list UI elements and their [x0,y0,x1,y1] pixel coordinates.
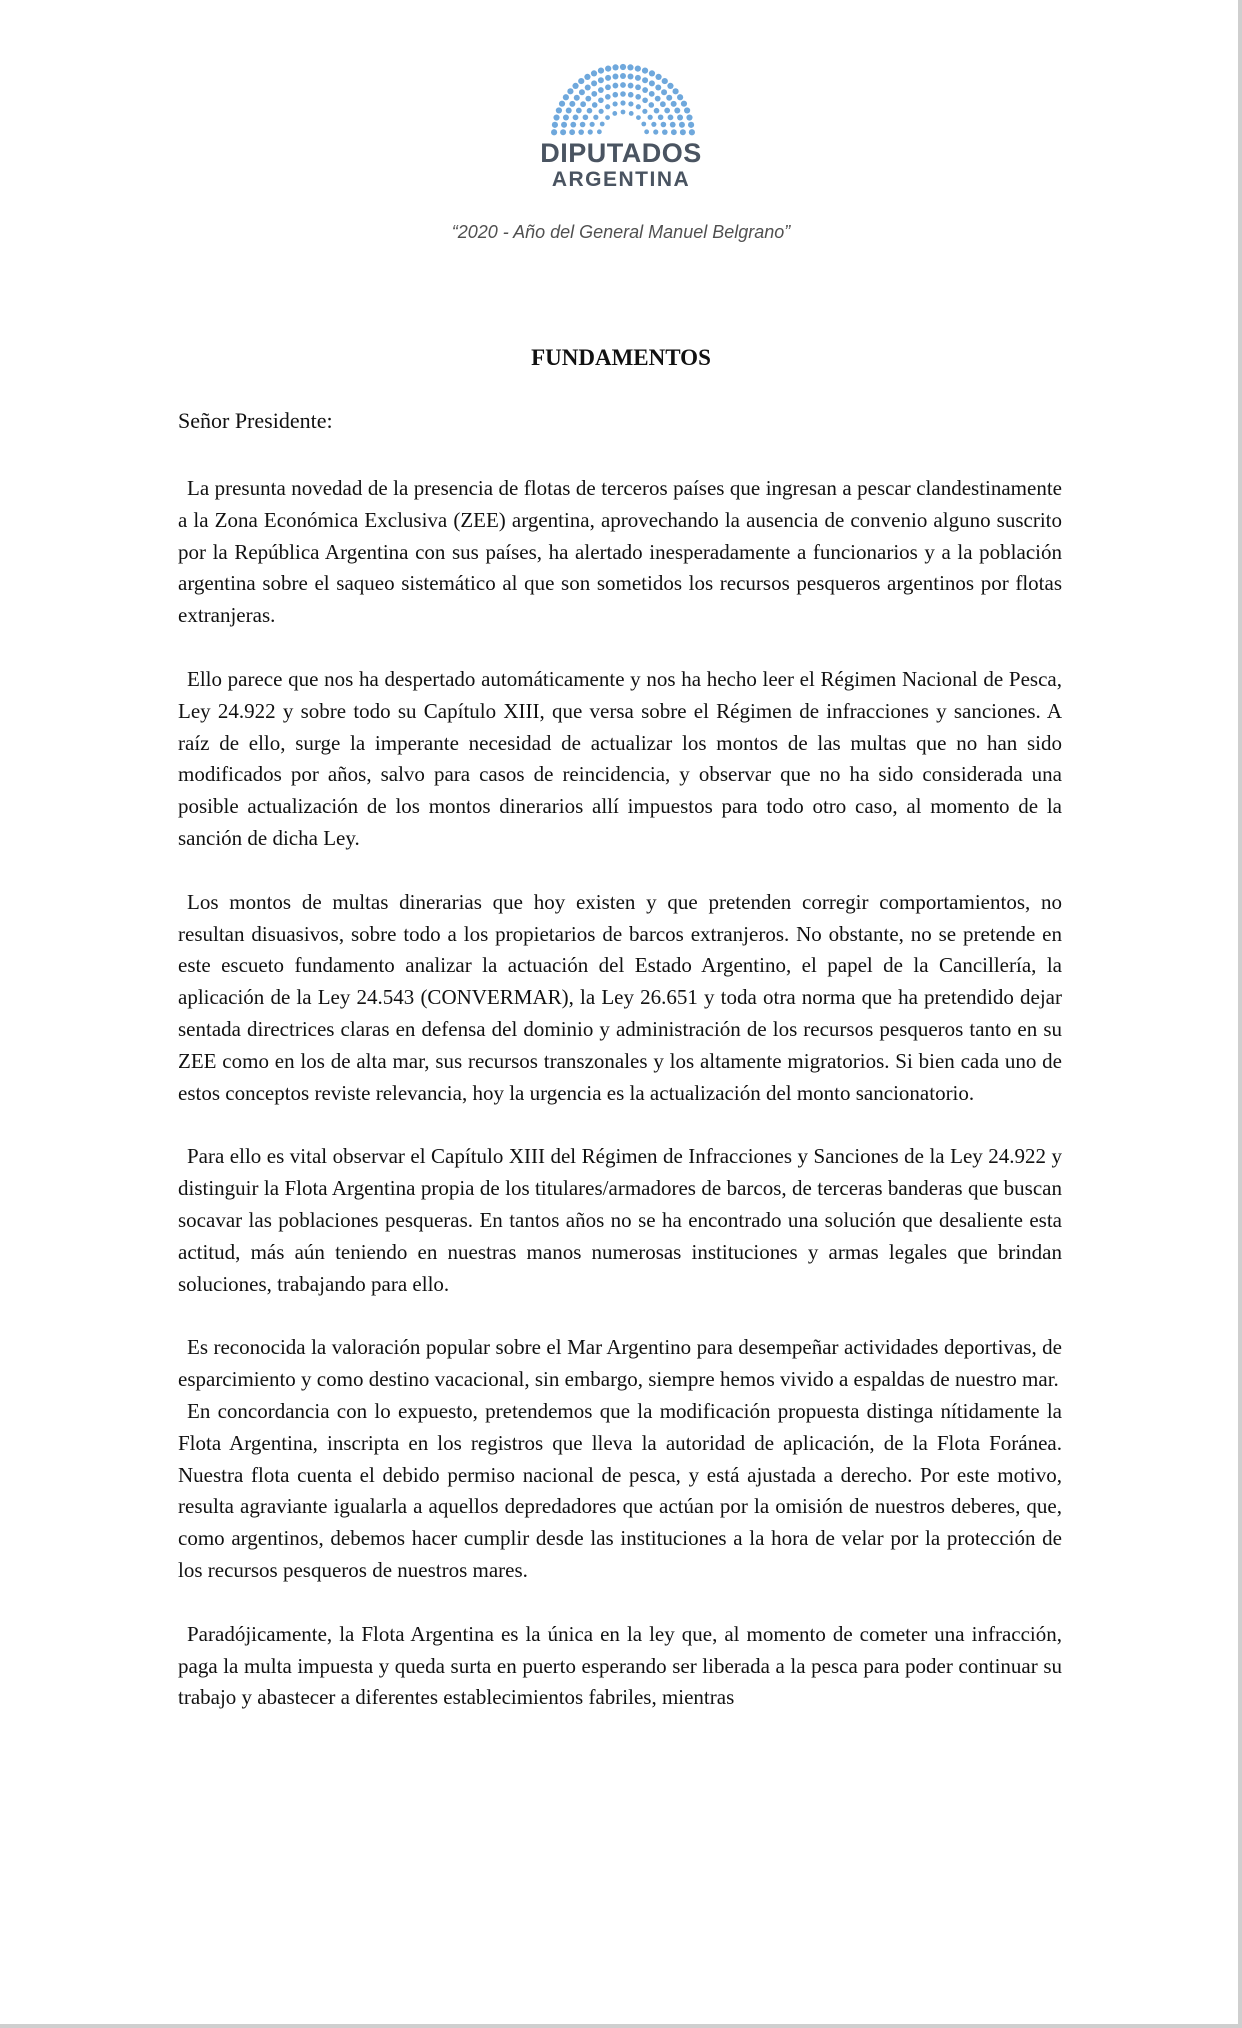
seat-dot [635,84,641,90]
seat-dot [572,83,578,89]
seat-dot [674,107,680,113]
seat-dot [579,89,585,95]
seat-dot [658,114,664,120]
seat-dot [591,70,597,76]
seat-dot [605,84,611,90]
seat-dot [598,68,604,74]
seat-dot [599,109,604,114]
seat-dot [598,77,604,83]
paragraph: Es reconocida la valoración popular sobre el Mar Argentino para desempeñar actividades deportivas, de esparcimiento y como destino vacacional, sin embargo, siempre hemos vivido a espaldas de nuestro mar. [178,1335,1062,1392]
seat-dot [662,78,668,84]
seat-dot [620,73,626,79]
paragraph: En concordancia con lo expuesto, pretendemos que la modificación propuesta distinga nítidamente la Flota Argentina, inscripta en los registros que lleva la autoridad de aplicación, de la Flota Foránea. Nuestra flota cuenta el debido permiso nacional de pesca, y está ajustada a derecho. Por este motivo, resulta agraviante igualarla a aquellos depredadores que actúan por la omisión de nuestros deberes, que, como argentinos, debemos hacer cumplir desde las instituciones a la hora de velar por la protección de los recursos pesqueros de nuestros mares. [178,1398,1062,1582]
seat-dot [613,83,619,89]
paragraph: La presunta novedad de la presencia de flotas de terceros países que ingresan a pescar clandestinamente a la Zona Económica Exclusiva (ZEE) argentina, aprovechando la ausencia de convenio alguno suscrito por la República Argentina con sus países, ha alertado inesperadamente a funcionarios y a la población argentina sobre el saqueo sistemático al que son sometidos los recursos pesqueros argentinos por flotas extranjeras. [178,476,1062,628]
seat-dot [649,102,655,108]
seat-dot [681,101,687,107]
seat-dot [612,64,618,70]
chamber-seats-logo-icon [538,62,708,138]
logo-name: DIPUTADOS [540,138,702,168]
seat-dot [644,129,649,134]
seat-dot [573,114,579,120]
seat-dot [574,95,580,101]
salutation: Señor Presidente: [178,408,333,433]
seat-dot [688,122,694,128]
seat-dot [677,94,683,100]
seat-dot [671,129,677,135]
seat-dot [591,80,597,86]
seat-dot [635,94,641,100]
seat-dot [591,91,597,97]
seat-dot [598,87,604,93]
seat-dot [662,129,668,135]
letterhead [0,50,1242,250]
seat-dot [605,94,611,100]
seat-dot [570,122,576,128]
seat-dot [585,84,591,90]
year-motto: “2020 - Año del General Manuel Belgrano” [451,222,791,242]
seat-dot [655,96,661,102]
seat-dot [561,122,567,128]
seat-dot [621,110,626,115]
seat-dot [569,129,575,135]
document-body [178,473,1062,1714]
seat-dot [612,92,618,98]
seat-dot [635,66,641,72]
seat-dot [677,114,683,120]
seat-dot [666,95,672,101]
seat-dot [563,94,569,100]
seat-dot [585,96,591,102]
seat-dot [680,129,686,135]
seat-dot [653,129,658,134]
seat-dot [664,108,670,114]
paragraph: Paradójicamente, la Flota Argentina es la única en la ley que, al momento de cometer una infracción, paga la multa impuesta y queda surta en puerto esperando ser liberada a la pesca para poder continuar su trabajo y abastecer a diferentes establecimientos fabriles, mientras [178,1621,1062,1710]
seat-dot [649,91,655,97]
seat-dot [612,111,617,116]
document-title: FUNDAMENTOS [531,345,711,370]
seat-dot [661,122,667,128]
seat-dot [620,100,625,105]
seat-dot [593,115,598,120]
paragraph: Los montos de multas dinerarias que hoy existen y que pretenden corregir comportamientos, no resultan disuasivos, sobre todo a los propietarios de barcos extranjeros. No obstante, no se pretende en este escueto fundamento analizar la actuación del Estado Argentino, el papel de la Cancillería, la aplicación de la Ley 24.543 (CONVERMAR), la Ley 26.651 y toda otra norma que ha pretendido dejar sentada directrices claras en defensa del dominio y administración de los recursos pesqueros tanto en su ZEE como en los de alta mar, sus recursos transzonales y los altamente migratorios. Si bien cada uno de estos conceptos reviste relevancia, hoy la urgencia es la actualización del monto sancionatorio. [178,889,1062,1105]
seat-dot [580,122,586,128]
seat-dot [627,64,633,70]
seat-dot [605,104,610,109]
paragraph: Para ello es vital observar el Capítulo XIII del Régimen de Infracciones y Sanciones de la Ley 24.922 y distinguir la Flota Argentina propia de los titulares/armadores de barcos, de terceras banderas que buscan socavar las poblaciones pesqueras. En tantos años no se ha encontrado una solución que desaliente esta actitud, más aún teniendo en nuestras manos numerosas instituciones y armas legales que brindan soluciones, trabajando para ello. [178,1144,1062,1296]
seat-dot [597,129,602,134]
seat-dot [583,114,589,120]
seat-dot [635,75,641,81]
seat-dot [668,114,674,120]
seat-dot [655,74,661,80]
seat-dot [667,83,673,89]
seat-dot [671,101,677,107]
seat-dot [642,109,647,114]
seat-dot [670,122,676,128]
seat-dot [628,73,634,79]
seat-dot [628,83,634,89]
seat-dot [636,115,641,120]
seat-dot [578,129,584,135]
seat-dot [553,114,559,120]
seat-dot [649,70,655,76]
seat-dot [605,75,611,81]
seat-dot [600,122,605,127]
seat-dot [642,97,648,103]
seat-dot [588,129,593,134]
seat-dot [605,66,611,72]
seat-dot [612,73,618,79]
seat-dot [556,107,562,113]
seat-dot [563,114,569,120]
seat-dot [569,101,575,107]
seat-dot [566,107,572,113]
seat-dot [655,84,661,90]
seat-dot [636,104,641,109]
seat-dot [628,92,634,98]
seat-dot [684,107,690,113]
seat-dot [605,115,610,120]
seat-dot [654,108,660,114]
seat-dot [679,122,685,128]
seat-dot [613,101,618,106]
seat-dot [584,74,590,80]
seat-dot [628,101,633,106]
seat-dot [620,82,626,88]
seat-dot [580,101,586,107]
seat-dot [551,129,557,135]
seat-dot [642,77,648,83]
seat-dot [620,91,626,97]
seat-dot [552,122,558,128]
seat-dot [649,80,655,86]
seat-dot [559,101,565,107]
seat-dot [642,68,648,74]
seat-dot [578,78,584,84]
seat-dot [560,129,566,135]
seat-dot [641,122,646,127]
seat-dot [576,108,582,114]
seat-dot [686,114,692,120]
seat-dot [567,88,573,94]
logo-country: ARGENTINA [551,168,691,191]
seat-dot [592,102,598,108]
seat-dot [651,122,656,127]
seat-dot [672,88,678,94]
paragraph: Ello parece que nos ha despertado automáticamente y nos ha hecho leer el Régimen Nacional de Pesca, Ley 24.922 y sobre todo su Capítulo XIII, que versa sobre el Régimen de infracciones y sanciones. A raíz de ello, surge la imperante necesidad de actualizar los montos de las multas que no han sido modificados por años, salvo para casos de reincidencia, y observar que no ha sido considerada una posible actualización de los montos dinerarios allí impuestos para todo otro caso, al momento de la sanción de dicha Ley. [178,666,1062,850]
seat-dot [660,101,666,107]
seat-dot [689,129,695,135]
seat-dot [590,122,595,127]
seat-dot [648,115,653,120]
seat-dot [642,87,648,93]
seat-dot [587,108,593,114]
seat-dot [661,89,667,95]
seat-dot [598,97,604,103]
seat-dot [629,111,634,116]
seat-dot [620,64,626,70]
